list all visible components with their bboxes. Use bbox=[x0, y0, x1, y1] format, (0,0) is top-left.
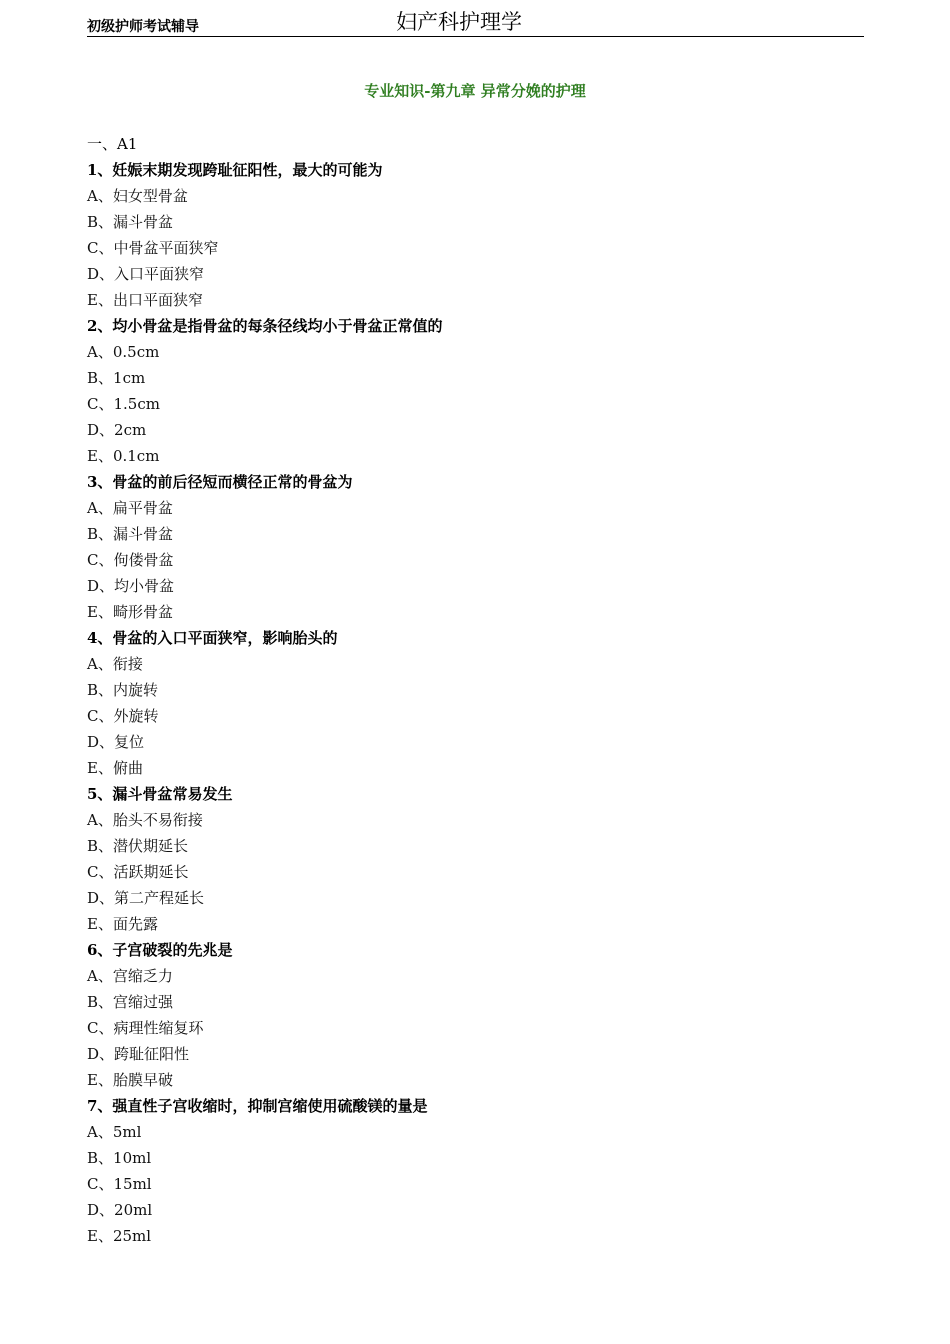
option: B、内旋转 bbox=[87, 681, 159, 699]
option: C、15ml bbox=[87, 1175, 152, 1193]
option: C、1.5cm bbox=[87, 395, 160, 413]
question-stem: 6、子宫破裂的先兆是 bbox=[87, 941, 233, 959]
question-stem: 2、均小骨盆是指骨盆的每条径线均小于骨盆正常值的 bbox=[87, 317, 443, 335]
question-stem: 5、漏斗骨盆常易发生 bbox=[87, 785, 233, 803]
question-stem: 7、强直性子宫收缩时，抑制宫缩使用硫酸镁的量是 bbox=[87, 1097, 428, 1115]
option: B、潜伏期延长 bbox=[87, 837, 189, 855]
option: B、漏斗骨盆 bbox=[87, 213, 174, 231]
page-header bbox=[87, 8, 864, 37]
option: B、宫缩过强 bbox=[87, 993, 174, 1011]
option: B、1cm bbox=[87, 369, 146, 387]
option: A、衔接 bbox=[87, 655, 143, 673]
option: B、10ml bbox=[87, 1149, 152, 1167]
option: D、跨耻征阳性 bbox=[87, 1045, 190, 1063]
header-book-title: 初级护师考试辅导 bbox=[87, 19, 199, 35]
question-list bbox=[87, 131, 867, 1249]
header-subject-title: 妇产科护理学 bbox=[396, 10, 522, 34]
option: A、宫缩乏力 bbox=[87, 967, 173, 985]
option: D、复位 bbox=[87, 733, 145, 751]
option: E、出口平面狭窄 bbox=[87, 291, 203, 309]
option: D、均小骨盆 bbox=[87, 577, 175, 595]
chapter-title: 专业知识-第九章 异常分娩的护理 bbox=[364, 82, 586, 100]
option: E、0.1cm bbox=[87, 447, 160, 465]
option: A、0.5cm bbox=[87, 343, 160, 361]
option: A、扁平骨盆 bbox=[87, 499, 173, 517]
option: E、面先露 bbox=[87, 915, 158, 933]
option: D、20ml bbox=[87, 1201, 153, 1219]
option: D、第二产程延长 bbox=[87, 889, 205, 907]
option: E、25ml bbox=[87, 1227, 152, 1245]
option: D、入口平面狭窄 bbox=[87, 265, 205, 283]
option: C、外旋转 bbox=[87, 707, 159, 725]
option: B、漏斗骨盆 bbox=[87, 525, 174, 543]
option: A、胎头不易衔接 bbox=[87, 811, 203, 829]
question-stem: 4、骨盆的入口平面狭窄，影响胎头的 bbox=[87, 629, 338, 647]
option: C、佝偻骨盆 bbox=[87, 551, 174, 569]
question-stem: 3、骨盆的前后径短而横径正常的骨盆为 bbox=[87, 473, 353, 491]
option: A、5ml bbox=[87, 1123, 142, 1141]
option: C、中骨盆平面狭窄 bbox=[87, 239, 219, 257]
option: C、病理性缩复环 bbox=[87, 1019, 204, 1037]
question-stem: 1、妊娠末期发现跨耻征阳性，最大的可能为 bbox=[87, 161, 383, 179]
option: A、妇女型骨盆 bbox=[87, 187, 188, 205]
option: E、畸形骨盆 bbox=[87, 603, 173, 621]
option: C、活跃期延长 bbox=[87, 863, 189, 881]
option: D、2cm bbox=[87, 421, 147, 439]
section-label: 一、A1 bbox=[87, 135, 138, 153]
option: E、俯曲 bbox=[87, 759, 143, 777]
option: E、胎膜早破 bbox=[87, 1071, 173, 1089]
